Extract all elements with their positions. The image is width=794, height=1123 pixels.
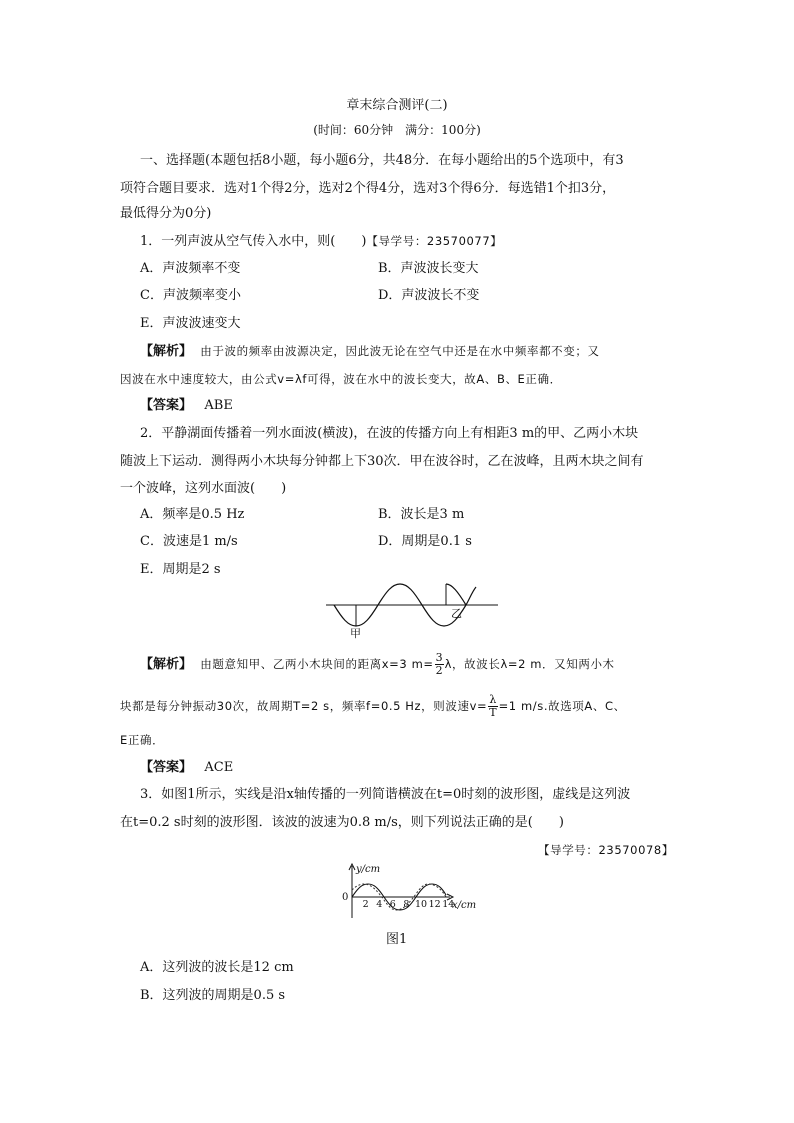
q2-option-d: D．周期是0.1 s — [378, 534, 472, 549]
q2-option-a: A．频率是0.5 Hz — [140, 507, 245, 522]
q1-option-b: B．声波波长变大 — [378, 261, 479, 276]
q3-option-b: B．这列波的周期是0.5 s — [140, 988, 286, 1003]
q3-tick-label-10: 10 — [415, 899, 428, 910]
q1-option-d: D．声波波长不变 — [378, 288, 480, 303]
q2-fraction-3-2: $\frac{3}{2}$ — [435, 651, 443, 677]
q3-stem-line-2: 在t=0.2 s时刻的波形图．该波的波速为0.8 m/s，则下列说法正确的是( ) — [120, 815, 564, 830]
q2-label-yi: 乙 — [451, 607, 462, 620]
q2-analysis-line-1 — [140, 652, 615, 677]
q2-analysis-tag: 【解析】 — [140, 657, 193, 672]
q2-analysis-text-2a: 块都是每分钟振动30次，故周期T=2 s，频率f=0.5 Hz，则波速v= — [120, 699, 488, 713]
q2-analysis-text-1b: λ，故波长λ=2 m．又知两小木 — [444, 657, 615, 671]
q3-tick-label-8: 8 — [403, 899, 410, 910]
q2-stem-line-1: 2．平静湖面传播着一列水面波(横波)，在波的传播方向上有相距3 m的甲、乙两小木块 — [140, 426, 639, 441]
q1-stem-text: 1．一列声波从空气传入水中，则( ) — [140, 234, 367, 249]
q2-answer-line — [140, 758, 233, 778]
q2-analysis-text-2b: =1 m/s.故选项A、C、 — [498, 699, 626, 713]
section-instructions-line-3: 最低得分为0分) — [120, 206, 212, 221]
q2-option-e: E．周期是2 s — [140, 562, 221, 577]
q2-answer-tag: 【答案】 — [140, 760, 193, 775]
q1-analysis-line-2: 因波在水中速度较大，由公式v=λf可得，波在水中的波长变大，故A、B、E正确． — [120, 372, 562, 386]
q3-tick-label-6: 6 — [389, 899, 396, 910]
q1-answer-line — [140, 396, 233, 416]
q1-option-a: A．声波频率不变 — [140, 261, 241, 276]
q2-analysis-line-2 — [120, 694, 626, 719]
q3-tick-label-12: 12 — [428, 899, 441, 910]
q2-stem-line-3: 一个波峰，这列水面波( ) — [120, 481, 287, 496]
q3-ref: 【导学号：23570078】 — [538, 843, 674, 857]
q1-answer-tag: 【答案】 — [140, 398, 193, 413]
q1-option-e: E．声波波速变大 — [140, 316, 241, 331]
q3-tick-labels — [363, 899, 455, 910]
q3-xlabel: x/cm — [452, 900, 477, 911]
section-instructions-line-2: 项符合题目要求．选对1个得2分，选对2个得4分，选对3个得6分．每选错1个扣3分， — [120, 181, 616, 196]
q1-analysis-tag: 【解析】 — [140, 344, 193, 359]
page-title: 章末综合测评(二) — [346, 98, 448, 113]
q1-analysis-line-1 — [140, 341, 600, 362]
q3-tick-label-2: 2 — [362, 899, 369, 910]
q3-ylabel: y/cm — [356, 864, 381, 875]
q2-option-b: B．波长是3 m — [378, 507, 465, 522]
q3-figure-caption: 图1 — [386, 932, 408, 947]
q3-option-a: A．这列波的波长是12 cm — [140, 960, 294, 975]
q3-stem-line-1: 3．如图1所示，实线是沿x轴传播的一列简谐横波在t=0时刻的波形图，虚线是这列波 — [140, 787, 631, 802]
q1-answer: ABE — [204, 398, 233, 413]
page-subtitle: (时间：60分钟 满分：100分) — [313, 123, 481, 137]
q3-wave-graph — [338, 860, 488, 922]
q2-answer: ACE — [204, 760, 234, 775]
q3-tick-label-4: 4 — [376, 899, 383, 910]
q1-ref: 【导学号：23570077】 — [366, 234, 503, 248]
q1-stem — [140, 231, 502, 252]
q2-label-jia: 甲 — [350, 627, 361, 640]
q2-stem-line-2: 随波上下运动．测得两小木块每分钟都上下30次．甲在波谷时，乙在波峰，且两木块之间有 — [120, 454, 644, 469]
q2-option-c: C．波速是1 m/s — [140, 534, 238, 549]
q1-option-c: C．声波频率变小 — [140, 288, 241, 303]
q2-analysis-line-3: E正确． — [120, 733, 165, 747]
q3-tick-label-14: 14 — [442, 899, 455, 910]
q3-origin-label: 0 — [342, 892, 349, 903]
q2-wave-figure — [322, 584, 502, 640]
section-instructions-line-1: 一、选择题(本题包括8小题，每小题6分，共48分．在每小题给出的5个选项中，有3 — [140, 153, 624, 168]
q1-analysis-text-1: 由于波的频率由波源决定，因此波无论在空气中还是在水中频率都不变；又 — [200, 344, 600, 358]
q2-fraction-lambda-t: $\frac{\lambda}{T}$ — [489, 693, 497, 719]
q2-analysis-text-1a: 由题意知甲、乙两小木块间的距离x=3 m= — [200, 657, 434, 671]
